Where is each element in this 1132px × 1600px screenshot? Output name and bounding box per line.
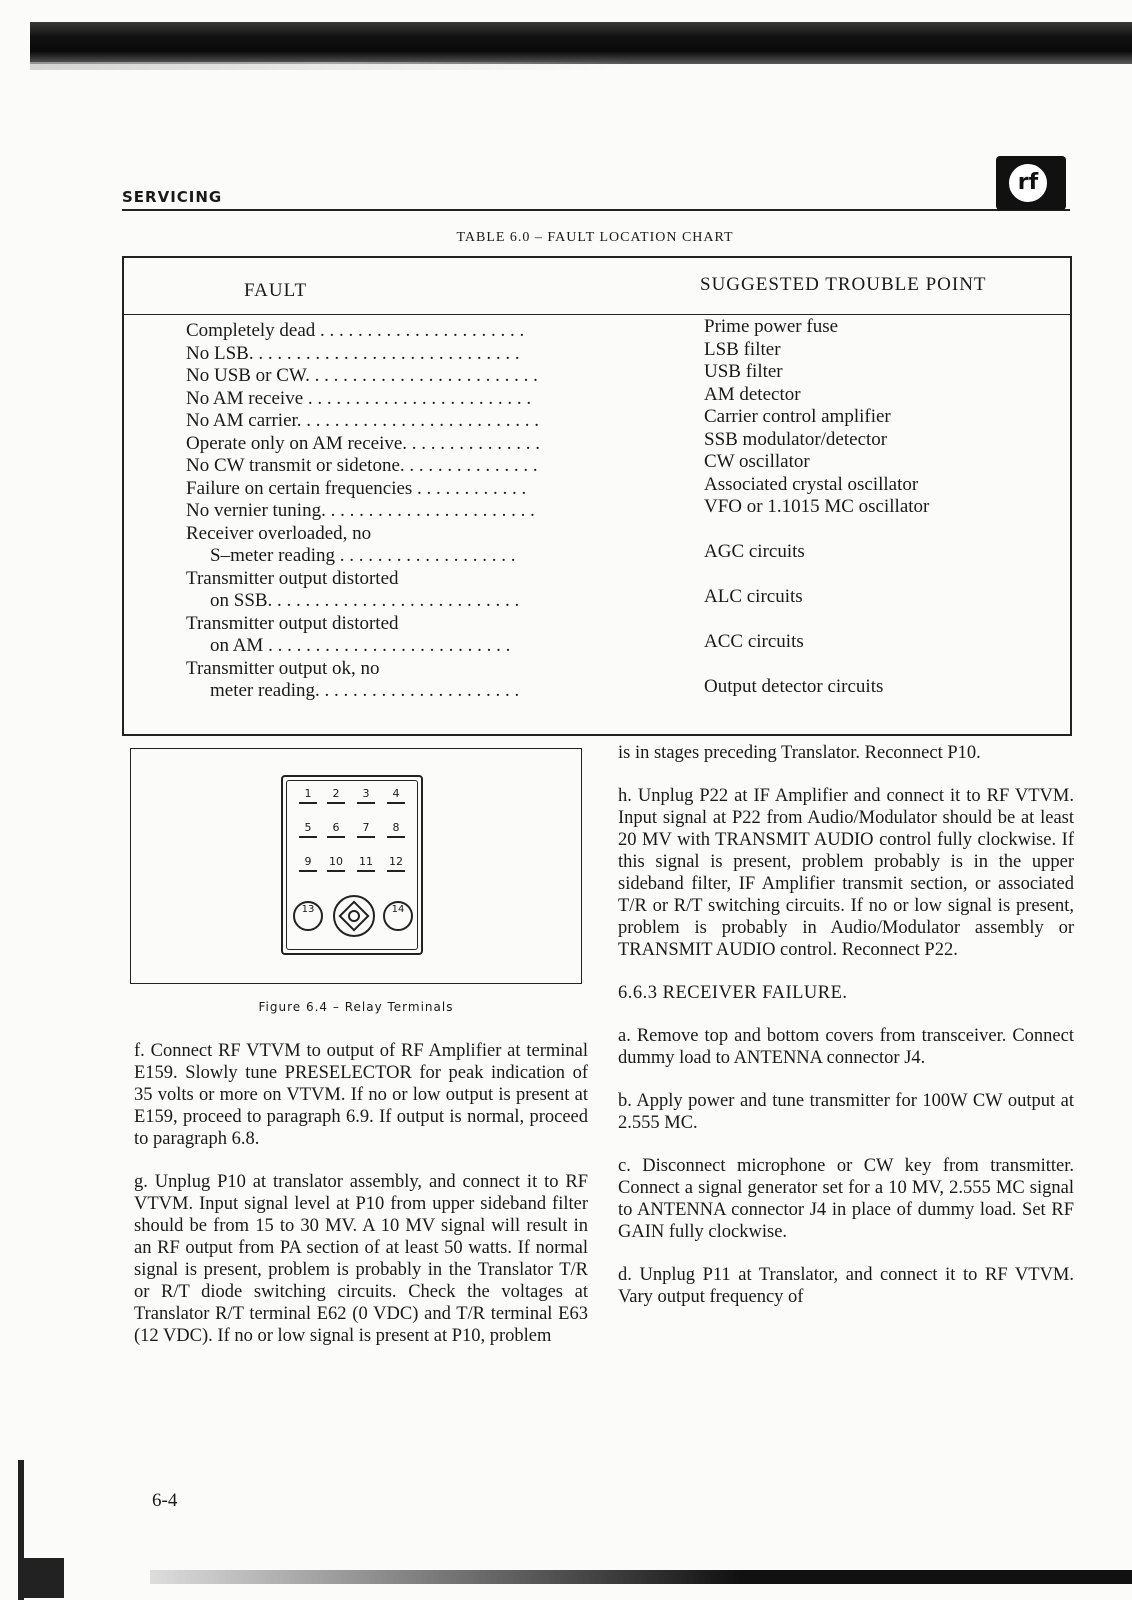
paragraph-h: h. Unplug P22 at IF Amplifier and connect it to RF VTVM. Input signal at P22 from Audio/Modulator should be at least 20 MV with TRANSMIT AUDIO control fully clockwise. If this signal is present, problem probably is in the upper sideband filter, IF Amplifier transmit section, or associated T/R or R/T switching circuits. If no or low signal is present, problem is probably in Audio/Modulator assembly or TRANSMIT AUDIO control. Reconnect P22. xyxy=(618,786,1074,960)
fault-row xyxy=(186,383,1046,411)
fault-location-table xyxy=(122,256,1072,736)
paragraph-b: b. Apply power and tune transmitter for 100W CW output at 2.555 MC. xyxy=(618,1091,1074,1133)
fault-text: S–meter reading . . . . . . . . . . . . . . . . . . . xyxy=(210,545,516,566)
fault-text: Operate only on AM receive. . . . . . . . . . . . . . . xyxy=(186,432,541,454)
right-column xyxy=(618,742,1074,1329)
fault-text: Transmitter output ok, no xyxy=(186,657,380,679)
pin-label: 1 xyxy=(297,787,319,804)
pin-label: 3 xyxy=(355,787,377,804)
section-title: SERVICING xyxy=(122,188,223,206)
center-socket xyxy=(333,895,375,937)
pin-label: 4 xyxy=(385,787,407,804)
header-divider xyxy=(124,314,1070,315)
fault-text: Transmitter output distorted xyxy=(186,567,399,589)
trouble-point: ALC circuits xyxy=(704,586,803,607)
fault-row xyxy=(186,316,1046,343)
fault-text: No LSB. . . . . . . . . . . . . . . . . . . . . . . . . . . . . xyxy=(186,342,520,364)
trouble-point: Carrier control amplifier xyxy=(704,406,891,427)
trouble-point: Output detector circuits xyxy=(704,676,884,697)
paragraph-d: d. Unplug P11 at Translator, and connect it to RF VTVM. Vary output frequency of xyxy=(618,1265,1074,1307)
fault-text: on AM . . . . . . . . . . . . . . . . . . . . . . . . . . xyxy=(210,635,511,656)
figure-caption: Figure 6.4 – Relay Terminals xyxy=(258,1000,454,1014)
pin-14-circle: 14 xyxy=(383,901,413,931)
fault-text: No vernier tuning. . . . . . . . . . . . . . . . . . . . . . . xyxy=(186,500,535,521)
trouble-point: VFO or 1.1015 MC oscillator xyxy=(704,496,930,517)
fault-row xyxy=(186,406,1046,433)
pin-label: 2 xyxy=(325,787,347,804)
page-number: 6-4 xyxy=(152,1490,178,1511)
pin-label: 7 xyxy=(355,821,377,838)
pin-label: 9 xyxy=(297,855,319,872)
fault-text: No AM carrier. . . . . . . . . . . . . . . . . . . . . . . . . . xyxy=(186,410,540,431)
rf-logo xyxy=(996,156,1066,210)
trouble-point: AM detector xyxy=(704,383,801,405)
trouble-point: ACC circuits xyxy=(704,631,804,652)
paragraph-continuation: is in stages preceding Translator. Reconnect P10. xyxy=(618,743,981,763)
pin-13-circle: 13 xyxy=(293,901,323,931)
scan-edge-bottom xyxy=(150,1570,1132,1584)
paragraph-g: g. Unplug P10 at translator assembly, and connect it to RF VTVM. Input signal level at P10 from upper sideband filter should be from 15 to 30 MV. A 10 MV signal will result in an RF output from PA section of at least 50 watts. If normal signal is present, problem is probably in the Translator T/R or R/T diode switching circuits. Check the voltages at Translator R/T terminal E62 (0 VDC) and T/R terminal E63 (12 VDC). If no or low signal is present at P10, problem xyxy=(134,1172,588,1346)
paragraph-f: f. Connect RF VTVM to output of RF Amplifier at terminal E159. Slowly tune PRESELECTOR for peak indication of 35 volts or more on VTVM. If no or low output is present at E159, proceed to paragraph 6.9. If output is normal, proceed to paragraph 6.8. xyxy=(134,1041,588,1149)
fault-rows xyxy=(186,316,1046,703)
trouble-point: SSB modulator/detector xyxy=(704,428,888,450)
trouble-point: Associated crystal oscillator xyxy=(704,473,919,495)
fault-row xyxy=(186,361,1046,388)
pin-label: 11 xyxy=(355,855,377,872)
fault-row xyxy=(186,568,1046,613)
fault-text: No AM receive . . . . . . . . . . . . . . . . . . . . . . . . xyxy=(186,387,532,409)
binding-mark xyxy=(0,1440,62,1600)
fault-row xyxy=(186,658,1046,703)
fault-text: No USB or CW. . . . . . . . . . . . . . . . . . . . . . . . . xyxy=(186,365,538,386)
paragraph-c: c. Disconnect microphone or CW key from transmitter. Connect a signal generator set for a 10 MV, 2.555 MC signal to ANTENNA connector J4 in place of dummy load. Set RF GAIN fully clockwise. xyxy=(618,1156,1074,1242)
fault-row xyxy=(186,338,1046,366)
column-header-trouble-point: SUGGESTED TROUBLE POINT xyxy=(700,274,987,295)
scan-edge-top xyxy=(30,22,1132,64)
trouble-point: USB filter xyxy=(704,361,783,382)
pin-label: 5 xyxy=(297,821,319,838)
column-header-fault: FAULT xyxy=(244,280,308,301)
scan-edge-top-fade xyxy=(30,62,630,70)
fault-row xyxy=(186,523,1046,568)
trouble-point: Prime power fuse xyxy=(704,316,839,337)
table-caption: TABLE 6.0 – FAULT LOCATION CHART xyxy=(456,230,734,245)
paragraph-a: a. Remove top and bottom covers from transceiver. Connect dummy load to ANTENNA connector J4. xyxy=(618,1026,1074,1068)
pin-label: 8 xyxy=(385,821,407,838)
relay-terminals-figure xyxy=(130,748,582,984)
fault-text: Receiver overloaded, no xyxy=(186,522,372,544)
fault-text: No CW transmit or sidetone. . . . . . . . . . . . . . . xyxy=(186,455,538,476)
trouble-point: LSB filter xyxy=(704,338,781,360)
fault-row xyxy=(186,428,1046,456)
fault-text: Transmitter output distorted xyxy=(186,612,399,634)
fault-text: on SSB. . . . . . . . . . . . . . . . . . . . . . . . . . . xyxy=(210,590,520,611)
pin-label: 6 xyxy=(325,821,347,838)
fault-row xyxy=(186,613,1046,658)
relay-socket-diagram xyxy=(281,775,423,955)
pin-label: 12 xyxy=(385,855,407,872)
fault-text: Completely dead . . . . . . . . . . . . . . . . . . . . . . xyxy=(186,320,525,341)
left-column xyxy=(134,1040,588,1368)
pin-label: 10 xyxy=(325,855,347,872)
section-heading: 6.6.3 RECEIVER FAILURE. xyxy=(618,983,848,1003)
trouble-point: CW oscillator xyxy=(704,451,810,472)
trouble-point: AGC circuits xyxy=(704,541,805,562)
header-rule xyxy=(122,209,1070,211)
fault-text: Failure on certain frequencies . . . . . . . . . . . . xyxy=(186,477,527,499)
logo-text: rf xyxy=(1017,170,1039,195)
fault-text: meter reading. . . . . . . . . . . . . . . . . . . . . . xyxy=(210,680,520,701)
fault-row xyxy=(186,496,1046,523)
